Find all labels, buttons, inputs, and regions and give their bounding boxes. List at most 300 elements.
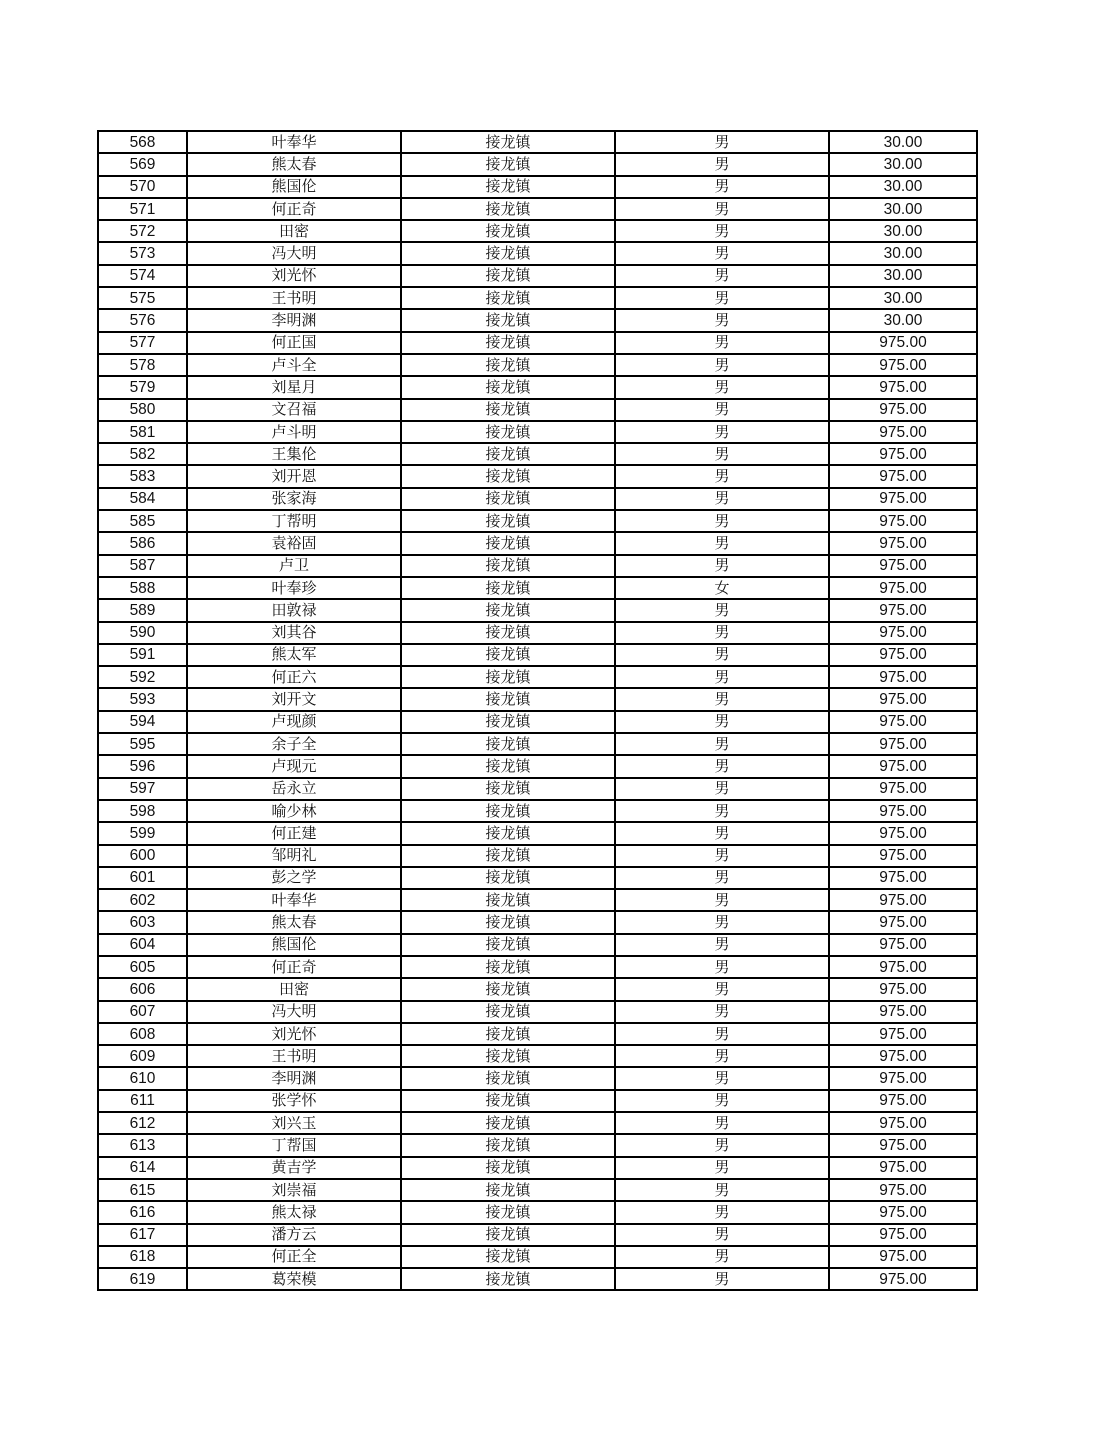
table-row bbox=[98, 666, 977, 688]
cell-town: 接龙镇 bbox=[401, 309, 615, 331]
cell-town: 接龙镇 bbox=[401, 1001, 615, 1023]
cell-name: 刘开恩 bbox=[187, 465, 401, 487]
cell-name: 刘崇福 bbox=[187, 1179, 401, 1201]
table-row bbox=[98, 1246, 977, 1268]
cell-number: 594 bbox=[98, 711, 187, 733]
table-row bbox=[98, 1001, 977, 1023]
cell-number: 583 bbox=[98, 465, 187, 487]
cell-number: 577 bbox=[98, 332, 187, 354]
table-row bbox=[98, 198, 977, 220]
cell-amount: 30.00 bbox=[829, 153, 977, 175]
cell-name: 刘其谷 bbox=[187, 622, 401, 644]
cell-number: 595 bbox=[98, 733, 187, 755]
cell-name: 刘开文 bbox=[187, 688, 401, 710]
cell-amount: 975.00 bbox=[829, 1001, 977, 1023]
cell-number: 586 bbox=[98, 532, 187, 554]
cell-amount: 975.00 bbox=[829, 376, 977, 398]
cell-gender: 男 bbox=[615, 911, 829, 933]
cell-gender: 男 bbox=[615, 220, 829, 242]
cell-amount: 975.00 bbox=[829, 1090, 977, 1112]
cell-gender: 男 bbox=[615, 1067, 829, 1089]
cell-number: 601 bbox=[98, 867, 187, 889]
table-row bbox=[98, 176, 977, 198]
cell-town: 接龙镇 bbox=[401, 1045, 615, 1067]
cell-town: 接龙镇 bbox=[401, 510, 615, 532]
table-row bbox=[98, 555, 977, 577]
cell-name: 张学怀 bbox=[187, 1090, 401, 1112]
cell-town: 接龙镇 bbox=[401, 421, 615, 443]
cell-amount: 975.00 bbox=[829, 443, 977, 465]
cell-name: 何正国 bbox=[187, 332, 401, 354]
cell-name: 冯大明 bbox=[187, 242, 401, 264]
table-row bbox=[98, 711, 977, 733]
cell-town: 接龙镇 bbox=[401, 153, 615, 175]
cell-number: 584 bbox=[98, 488, 187, 510]
cell-number: 617 bbox=[98, 1224, 187, 1246]
cell-town: 接龙镇 bbox=[401, 622, 615, 644]
table-row bbox=[98, 220, 977, 242]
cell-gender: 男 bbox=[615, 800, 829, 822]
cell-number: 574 bbox=[98, 265, 187, 287]
cell-town: 接龙镇 bbox=[401, 354, 615, 376]
cell-name: 李明渊 bbox=[187, 1067, 401, 1089]
cell-gender: 男 bbox=[615, 510, 829, 532]
cell-gender: 男 bbox=[615, 1268, 829, 1290]
cell-amount: 975.00 bbox=[829, 755, 977, 777]
cell-name: 熊国伦 bbox=[187, 176, 401, 198]
table-row bbox=[98, 1268, 977, 1290]
cell-gender: 男 bbox=[615, 845, 829, 867]
cell-name: 何正奇 bbox=[187, 956, 401, 978]
cell-amount: 975.00 bbox=[829, 332, 977, 354]
cell-gender: 男 bbox=[615, 1023, 829, 1045]
cell-number: 569 bbox=[98, 153, 187, 175]
cell-amount: 975.00 bbox=[829, 1045, 977, 1067]
cell-name: 刘光怀 bbox=[187, 265, 401, 287]
cell-town: 接龙镇 bbox=[401, 733, 615, 755]
cell-town: 接龙镇 bbox=[401, 488, 615, 510]
cell-name: 余子全 bbox=[187, 733, 401, 755]
table-row bbox=[98, 265, 977, 287]
cell-gender: 男 bbox=[615, 354, 829, 376]
cell-gender: 男 bbox=[615, 1090, 829, 1112]
cell-name: 王书明 bbox=[187, 1045, 401, 1067]
cell-amount: 975.00 bbox=[829, 354, 977, 376]
cell-gender: 男 bbox=[615, 666, 829, 688]
cell-town: 接龙镇 bbox=[401, 131, 615, 153]
cell-amount: 30.00 bbox=[829, 198, 977, 220]
cell-town: 接龙镇 bbox=[401, 465, 615, 487]
cell-town: 接龙镇 bbox=[401, 711, 615, 733]
cell-gender: 男 bbox=[615, 265, 829, 287]
cell-town: 接龙镇 bbox=[401, 399, 615, 421]
cell-town: 接龙镇 bbox=[401, 287, 615, 309]
cell-number: 611 bbox=[98, 1090, 187, 1112]
cell-number: 615 bbox=[98, 1179, 187, 1201]
cell-number: 585 bbox=[98, 510, 187, 532]
cell-town: 接龙镇 bbox=[401, 956, 615, 978]
cell-amount: 975.00 bbox=[829, 622, 977, 644]
cell-gender: 男 bbox=[615, 532, 829, 554]
cell-amount: 975.00 bbox=[829, 532, 977, 554]
cell-amount: 30.00 bbox=[829, 220, 977, 242]
cell-name: 岳永立 bbox=[187, 778, 401, 800]
cell-number: 607 bbox=[98, 1001, 187, 1023]
table-row bbox=[98, 622, 977, 644]
cell-gender: 男 bbox=[615, 555, 829, 577]
cell-gender: 男 bbox=[615, 867, 829, 889]
cell-town: 接龙镇 bbox=[401, 934, 615, 956]
cell-name: 何正建 bbox=[187, 822, 401, 844]
table-row bbox=[98, 1201, 977, 1223]
cell-amount: 975.00 bbox=[829, 867, 977, 889]
cell-amount: 30.00 bbox=[829, 287, 977, 309]
cell-town: 接龙镇 bbox=[401, 1157, 615, 1179]
cell-gender: 男 bbox=[615, 1001, 829, 1023]
cell-gender: 男 bbox=[615, 956, 829, 978]
cell-number: 589 bbox=[98, 599, 187, 621]
cell-name: 彭之学 bbox=[187, 867, 401, 889]
cell-amount: 975.00 bbox=[829, 421, 977, 443]
cell-number: 587 bbox=[98, 555, 187, 577]
cell-gender: 男 bbox=[615, 198, 829, 220]
cell-town: 接龙镇 bbox=[401, 644, 615, 666]
cell-number: 579 bbox=[98, 376, 187, 398]
cell-amount: 975.00 bbox=[829, 911, 977, 933]
cell-number: 618 bbox=[98, 1246, 187, 1268]
cell-gender: 男 bbox=[615, 1112, 829, 1134]
cell-number: 581 bbox=[98, 421, 187, 443]
cell-amount: 975.00 bbox=[829, 666, 977, 688]
cell-amount: 975.00 bbox=[829, 1224, 977, 1246]
cell-gender: 男 bbox=[615, 889, 829, 911]
cell-town: 接龙镇 bbox=[401, 1067, 615, 1089]
cell-number: 596 bbox=[98, 755, 187, 777]
cell-town: 接龙镇 bbox=[401, 532, 615, 554]
cell-town: 接龙镇 bbox=[401, 1246, 615, 1268]
cell-gender: 男 bbox=[615, 822, 829, 844]
cell-town: 接龙镇 bbox=[401, 800, 615, 822]
cell-number: 612 bbox=[98, 1112, 187, 1134]
cell-gender: 男 bbox=[615, 176, 829, 198]
cell-town: 接龙镇 bbox=[401, 755, 615, 777]
cell-town: 接龙镇 bbox=[401, 1112, 615, 1134]
cell-number: 590 bbox=[98, 622, 187, 644]
table-row bbox=[98, 1224, 977, 1246]
cell-name: 邹明礼 bbox=[187, 845, 401, 867]
cell-name: 张家海 bbox=[187, 488, 401, 510]
table-row bbox=[98, 242, 977, 264]
cell-amount: 975.00 bbox=[829, 577, 977, 599]
cell-amount: 975.00 bbox=[829, 644, 977, 666]
cell-name: 何正全 bbox=[187, 1246, 401, 1268]
cell-name: 熊太春 bbox=[187, 911, 401, 933]
cell-name: 潘方云 bbox=[187, 1224, 401, 1246]
table-row bbox=[98, 644, 977, 666]
cell-gender: 男 bbox=[615, 421, 829, 443]
cell-gender: 男 bbox=[615, 622, 829, 644]
cell-name: 叶奉珍 bbox=[187, 577, 401, 599]
table-row bbox=[98, 421, 977, 443]
table-row bbox=[98, 1112, 977, 1134]
cell-gender: 男 bbox=[615, 1045, 829, 1067]
cell-gender: 女 bbox=[615, 577, 829, 599]
cell-name: 刘光怀 bbox=[187, 1023, 401, 1045]
cell-name: 葛荣模 bbox=[187, 1268, 401, 1290]
cell-name: 叶奉华 bbox=[187, 889, 401, 911]
cell-number: 604 bbox=[98, 934, 187, 956]
table-row bbox=[98, 354, 977, 376]
cell-gender: 男 bbox=[615, 733, 829, 755]
table-row bbox=[98, 332, 977, 354]
cell-town: 接龙镇 bbox=[401, 176, 615, 198]
cell-town: 接龙镇 bbox=[401, 1268, 615, 1290]
table-row bbox=[98, 577, 977, 599]
cell-name: 刘兴玉 bbox=[187, 1112, 401, 1134]
cell-name: 叶奉华 bbox=[187, 131, 401, 153]
cell-number: 599 bbox=[98, 822, 187, 844]
cell-amount: 975.00 bbox=[829, 1179, 977, 1201]
table-row bbox=[98, 376, 977, 398]
table-row bbox=[98, 1157, 977, 1179]
cell-gender: 男 bbox=[615, 399, 829, 421]
table-row bbox=[98, 822, 977, 844]
cell-town: 接龙镇 bbox=[401, 822, 615, 844]
table-row bbox=[98, 465, 977, 487]
cell-amount: 975.00 bbox=[829, 1067, 977, 1089]
cell-amount: 975.00 bbox=[829, 555, 977, 577]
cell-name: 喻少林 bbox=[187, 800, 401, 822]
table-row bbox=[98, 153, 977, 175]
table-row bbox=[98, 488, 977, 510]
cell-amount: 975.00 bbox=[829, 1023, 977, 1045]
cell-gender: 男 bbox=[615, 644, 829, 666]
cell-gender: 男 bbox=[615, 1179, 829, 1201]
cell-amount: 975.00 bbox=[829, 889, 977, 911]
cell-town: 接龙镇 bbox=[401, 1224, 615, 1246]
cell-amount: 975.00 bbox=[829, 934, 977, 956]
cell-town: 接龙镇 bbox=[401, 845, 615, 867]
cell-town: 接龙镇 bbox=[401, 1023, 615, 1045]
cell-gender: 男 bbox=[615, 332, 829, 354]
cell-number: 591 bbox=[98, 644, 187, 666]
cell-town: 接龙镇 bbox=[401, 198, 615, 220]
cell-name: 卢斗全 bbox=[187, 354, 401, 376]
table-body bbox=[98, 131, 977, 1290]
table-row bbox=[98, 845, 977, 867]
cell-gender: 男 bbox=[615, 978, 829, 1000]
cell-name: 丁帮明 bbox=[187, 510, 401, 532]
cell-number: 593 bbox=[98, 688, 187, 710]
cell-gender: 男 bbox=[615, 688, 829, 710]
cell-town: 接龙镇 bbox=[401, 1134, 615, 1156]
cell-gender: 男 bbox=[615, 131, 829, 153]
cell-number: 576 bbox=[98, 309, 187, 331]
cell-number: 588 bbox=[98, 577, 187, 599]
table-row bbox=[98, 956, 977, 978]
cell-gender: 男 bbox=[615, 443, 829, 465]
cell-number: 568 bbox=[98, 131, 187, 153]
cell-amount: 975.00 bbox=[829, 978, 977, 1000]
cell-number: 573 bbox=[98, 242, 187, 264]
cell-number: 603 bbox=[98, 911, 187, 933]
cell-gender: 男 bbox=[615, 755, 829, 777]
cell-number: 572 bbox=[98, 220, 187, 242]
cell-town: 接龙镇 bbox=[401, 1179, 615, 1201]
table-row bbox=[98, 1090, 977, 1112]
cell-amount: 30.00 bbox=[829, 265, 977, 287]
cell-town: 接龙镇 bbox=[401, 220, 615, 242]
table-row bbox=[98, 1134, 977, 1156]
cell-amount: 975.00 bbox=[829, 488, 977, 510]
cell-name: 熊太春 bbox=[187, 153, 401, 175]
cell-name: 李明渊 bbox=[187, 309, 401, 331]
cell-name: 田密 bbox=[187, 978, 401, 1000]
cell-number: 578 bbox=[98, 354, 187, 376]
table-row bbox=[98, 599, 977, 621]
cell-town: 接龙镇 bbox=[401, 978, 615, 1000]
cell-gender: 男 bbox=[615, 1134, 829, 1156]
table-row bbox=[98, 800, 977, 822]
cell-amount: 30.00 bbox=[829, 176, 977, 198]
cell-number: 608 bbox=[98, 1023, 187, 1045]
cell-town: 接龙镇 bbox=[401, 577, 615, 599]
cell-name: 卢卫 bbox=[187, 555, 401, 577]
cell-name: 卢现颜 bbox=[187, 711, 401, 733]
cell-gender: 男 bbox=[615, 1224, 829, 1246]
cell-amount: 975.00 bbox=[829, 1268, 977, 1290]
table-row bbox=[98, 978, 977, 1000]
cell-number: 606 bbox=[98, 978, 187, 1000]
cell-amount: 975.00 bbox=[829, 956, 977, 978]
cell-town: 接龙镇 bbox=[401, 555, 615, 577]
table-row bbox=[98, 934, 977, 956]
cell-name: 熊太军 bbox=[187, 644, 401, 666]
cell-number: 610 bbox=[98, 1067, 187, 1089]
cell-number: 602 bbox=[98, 889, 187, 911]
cell-name: 熊太禄 bbox=[187, 1201, 401, 1223]
cell-number: 580 bbox=[98, 399, 187, 421]
table-row bbox=[98, 1067, 977, 1089]
cell-number: 598 bbox=[98, 800, 187, 822]
cell-amount: 975.00 bbox=[829, 800, 977, 822]
cell-gender: 男 bbox=[615, 287, 829, 309]
cell-town: 接龙镇 bbox=[401, 1201, 615, 1223]
table-row bbox=[98, 867, 977, 889]
cell-number: 575 bbox=[98, 287, 187, 309]
cell-number: 614 bbox=[98, 1157, 187, 1179]
table-row bbox=[98, 778, 977, 800]
cell-gender: 男 bbox=[615, 309, 829, 331]
cell-number: 605 bbox=[98, 956, 187, 978]
cell-gender: 男 bbox=[615, 934, 829, 956]
table-row bbox=[98, 1179, 977, 1201]
cell-number: 616 bbox=[98, 1201, 187, 1223]
cell-town: 接龙镇 bbox=[401, 332, 615, 354]
cell-name: 王集伦 bbox=[187, 443, 401, 465]
table-row bbox=[98, 510, 977, 532]
cell-name: 熊国伦 bbox=[187, 934, 401, 956]
cell-amount: 30.00 bbox=[829, 309, 977, 331]
cell-number: 597 bbox=[98, 778, 187, 800]
table-row bbox=[98, 1023, 977, 1045]
table-row bbox=[98, 1045, 977, 1067]
cell-amount: 975.00 bbox=[829, 465, 977, 487]
cell-gender: 男 bbox=[615, 599, 829, 621]
cell-name: 黄吉学 bbox=[187, 1157, 401, 1179]
cell-number: 592 bbox=[98, 666, 187, 688]
cell-name: 何正六 bbox=[187, 666, 401, 688]
cell-name: 田敦禄 bbox=[187, 599, 401, 621]
cell-amount: 975.00 bbox=[829, 688, 977, 710]
table-row bbox=[98, 399, 977, 421]
cell-name: 田密 bbox=[187, 220, 401, 242]
cell-gender: 男 bbox=[615, 376, 829, 398]
table-row bbox=[98, 309, 977, 331]
cell-amount: 975.00 bbox=[829, 778, 977, 800]
cell-amount: 975.00 bbox=[829, 599, 977, 621]
cell-gender: 男 bbox=[615, 778, 829, 800]
cell-number: 619 bbox=[98, 1268, 187, 1290]
cell-amount: 975.00 bbox=[829, 1157, 977, 1179]
cell-name: 卢现元 bbox=[187, 755, 401, 777]
cell-number: 571 bbox=[98, 198, 187, 220]
table-row bbox=[98, 532, 977, 554]
cell-amount: 975.00 bbox=[829, 1134, 977, 1156]
cell-town: 接龙镇 bbox=[401, 688, 615, 710]
cell-name: 袁裕固 bbox=[187, 532, 401, 554]
cell-name: 何正奇 bbox=[187, 198, 401, 220]
cell-amount: 975.00 bbox=[829, 822, 977, 844]
table-row bbox=[98, 733, 977, 755]
cell-town: 接龙镇 bbox=[401, 778, 615, 800]
cell-name: 冯大明 bbox=[187, 1001, 401, 1023]
cell-number: 582 bbox=[98, 443, 187, 465]
cell-number: 609 bbox=[98, 1045, 187, 1067]
table-row bbox=[98, 287, 977, 309]
cell-gender: 男 bbox=[615, 1201, 829, 1223]
table-row bbox=[98, 911, 977, 933]
cell-name: 刘星月 bbox=[187, 376, 401, 398]
cell-number: 600 bbox=[98, 845, 187, 867]
cell-name: 丁帮国 bbox=[187, 1134, 401, 1156]
cell-town: 接龙镇 bbox=[401, 911, 615, 933]
cell-number: 613 bbox=[98, 1134, 187, 1156]
table-row bbox=[98, 443, 977, 465]
cell-name: 王书明 bbox=[187, 287, 401, 309]
cell-gender: 男 bbox=[615, 153, 829, 175]
cell-town: 接龙镇 bbox=[401, 1090, 615, 1112]
cell-gender: 男 bbox=[615, 465, 829, 487]
cell-gender: 男 bbox=[615, 711, 829, 733]
cell-town: 接龙镇 bbox=[401, 265, 615, 287]
cell-amount: 975.00 bbox=[829, 1112, 977, 1134]
cell-name: 卢斗明 bbox=[187, 421, 401, 443]
table-row bbox=[98, 688, 977, 710]
cell-amount: 975.00 bbox=[829, 711, 977, 733]
subsidy-table bbox=[97, 130, 978, 1291]
cell-gender: 男 bbox=[615, 488, 829, 510]
cell-amount: 975.00 bbox=[829, 1246, 977, 1268]
cell-town: 接龙镇 bbox=[401, 666, 615, 688]
cell-name: 文召福 bbox=[187, 399, 401, 421]
cell-town: 接龙镇 bbox=[401, 376, 615, 398]
table-row bbox=[98, 131, 977, 153]
cell-amount: 975.00 bbox=[829, 733, 977, 755]
cell-town: 接龙镇 bbox=[401, 889, 615, 911]
cell-amount: 975.00 bbox=[829, 399, 977, 421]
cell-gender: 男 bbox=[615, 242, 829, 264]
